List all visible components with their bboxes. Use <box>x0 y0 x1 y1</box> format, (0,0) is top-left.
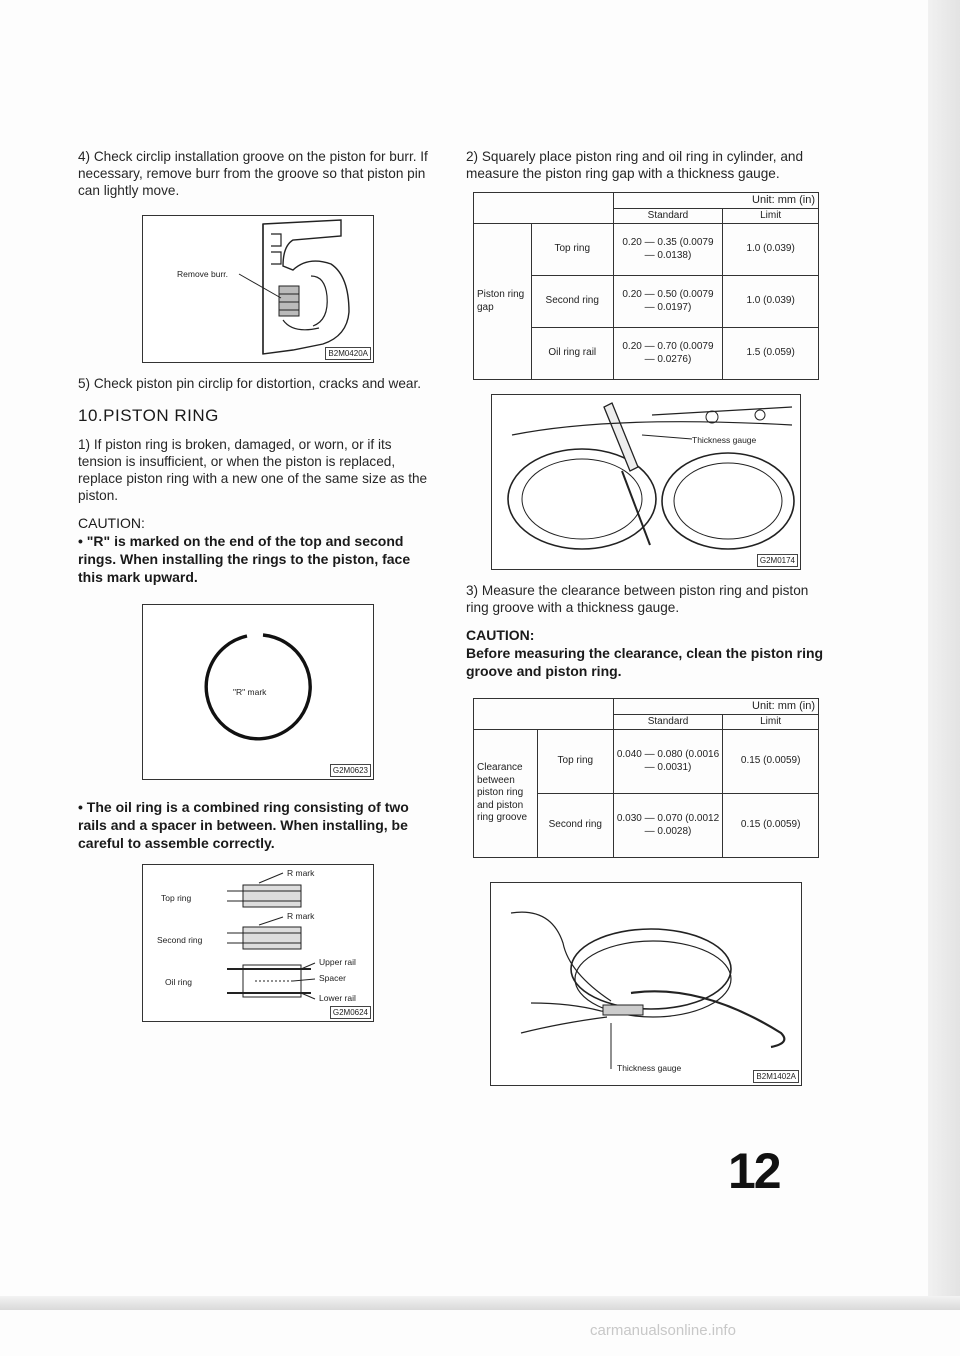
ring-assembly-figure <box>142 864 374 1022</box>
thickness-gauge-label: Thickness gauge <box>617 1063 682 1073</box>
figure-code: G2M0624 <box>330 1006 371 1019</box>
ring-groove-gauge-figure <box>490 882 802 1086</box>
step-2-text: 2) Squarely place piston ring and oil ring in cylinder, and measure the piston ring gap with a thickness gauge. <box>466 149 804 181</box>
figure-code: G2M0174 <box>757 554 798 567</box>
figure-code: G2M0623 <box>330 764 371 777</box>
top-ring-label: Top ring <box>161 893 192 903</box>
r-mark-label: "R" mark <box>233 687 267 697</box>
caution-label: CAUTION: <box>78 515 145 531</box>
unit-cell: Unit: mm (in) <box>613 193 818 209</box>
limit-value: 0.15 (0.0059) <box>723 794 819 858</box>
figure-code: B2M1402A <box>753 1070 799 1083</box>
step-5-text: 5) Check piston pin circlip for distortion, cracks and wear. <box>78 376 422 391</box>
caution-text: • "R" is marked on the end of the top and second rings. When installing the rings to the piston, face this mark upward. <box>78 533 411 585</box>
section-title: 10.PISTON RING <box>78 406 219 425</box>
limit-value: 1.0 (0.039) <box>723 276 819 328</box>
table-row <box>474 730 819 794</box>
ring-name: Second ring <box>537 794 613 858</box>
r-mark-figure <box>142 604 374 780</box>
standard-value: 0.20 — 0.35 (0.0079 — 0.0138) <box>613 224 723 276</box>
thickness-gauge-label: Thickness gauge <box>692 435 757 445</box>
ring-name: Oil ring rail <box>531 328 613 380</box>
right-column <box>466 148 826 1086</box>
ring-name: Top ring <box>531 224 613 276</box>
page-number: 12 <box>728 1143 780 1199</box>
ring-name: Second ring <box>531 276 613 328</box>
standard-value: 0.20 — 0.50 (0.0079 — 0.0197) <box>613 276 723 328</box>
caution-label-2: CAUTION: <box>466 627 535 643</box>
table-corner <box>474 699 614 730</box>
ring-gap-table <box>473 192 819 380</box>
oil-ring-label: Oil ring <box>165 977 192 987</box>
standard-header: Standard <box>613 714 723 730</box>
step-3-text: 3) Measure the clearance between piston ring and piston ring groove with a thickness gauge. <box>466 583 809 615</box>
ring-groove-drawing <box>491 883 801 1085</box>
r-mark-top-label: R mark <box>287 868 315 878</box>
limit-header: Limit <box>723 714 819 730</box>
limit-value: 1.5 (0.059) <box>723 328 819 380</box>
standard-value: 0.20 — 0.70 (0.0079 — 0.0276) <box>613 328 723 380</box>
standard-value: 0.040 — 0.080 (0.0016 — 0.0031) <box>613 730 723 794</box>
step-1-text: 1) If piston ring is broken, damaged, or worn, or if its tension is insufficient, or when the piston is replaced, replace piston ring with a new one of the same size as the piston. <box>78 437 428 503</box>
upper-rail-label: Upper rail <box>319 957 356 967</box>
figure-code: B2M0420A <box>325 347 371 360</box>
thickness-gauge-cylinder-figure <box>491 394 801 570</box>
standard-header: Standard <box>613 208 723 224</box>
caution-text-2: Before measuring the clearance, clean the piston ring groove and piston ring. <box>466 645 824 679</box>
unit-cell: Unit: mm (in) <box>613 699 818 715</box>
limit-value: 1.0 (0.039) <box>723 224 819 276</box>
cylinder-drawing <box>492 395 800 569</box>
remove-burr-label: Remove burr. <box>177 269 229 279</box>
clearance-table <box>473 698 819 858</box>
step-4-text: 4) Check circlip installation groove on the piston for burr. If necessary, remove burr from the groove so that piston pin can lightly move. <box>78 149 428 198</box>
second-ring-label: Second ring <box>157 935 203 945</box>
oil-ring-note: • The oil ring is a combined ring consisting of two rails and a spacer in between. When installing, be careful to assemble correctly. <box>78 799 409 851</box>
circlip-groove-figure <box>142 215 374 363</box>
row-header: Clearance between piston ring and piston ring groove <box>474 730 538 858</box>
r-mark-second-label: R mark <box>287 911 315 921</box>
limit-value: 0.15 (0.0059) <box>723 730 819 794</box>
table-row <box>474 224 819 276</box>
lower-rail-label: Lower rail <box>319 993 356 1003</box>
table-corner <box>474 193 614 224</box>
left-column <box>78 148 438 1022</box>
spacer-label: Spacer <box>319 973 346 983</box>
page-edge-shadow <box>928 0 960 1310</box>
page-bottom-shadow <box>0 1296 960 1310</box>
watermark-text: carmanualsonline.info <box>590 1322 736 1339</box>
piston-groove-drawing <box>143 216 373 362</box>
row-header: Piston ring gap <box>474 224 532 380</box>
ring-name: Top ring <box>537 730 613 794</box>
limit-header: Limit <box>723 208 819 224</box>
standard-value: 0.030 — 0.070 (0.0012 — 0.0028) <box>613 794 723 858</box>
